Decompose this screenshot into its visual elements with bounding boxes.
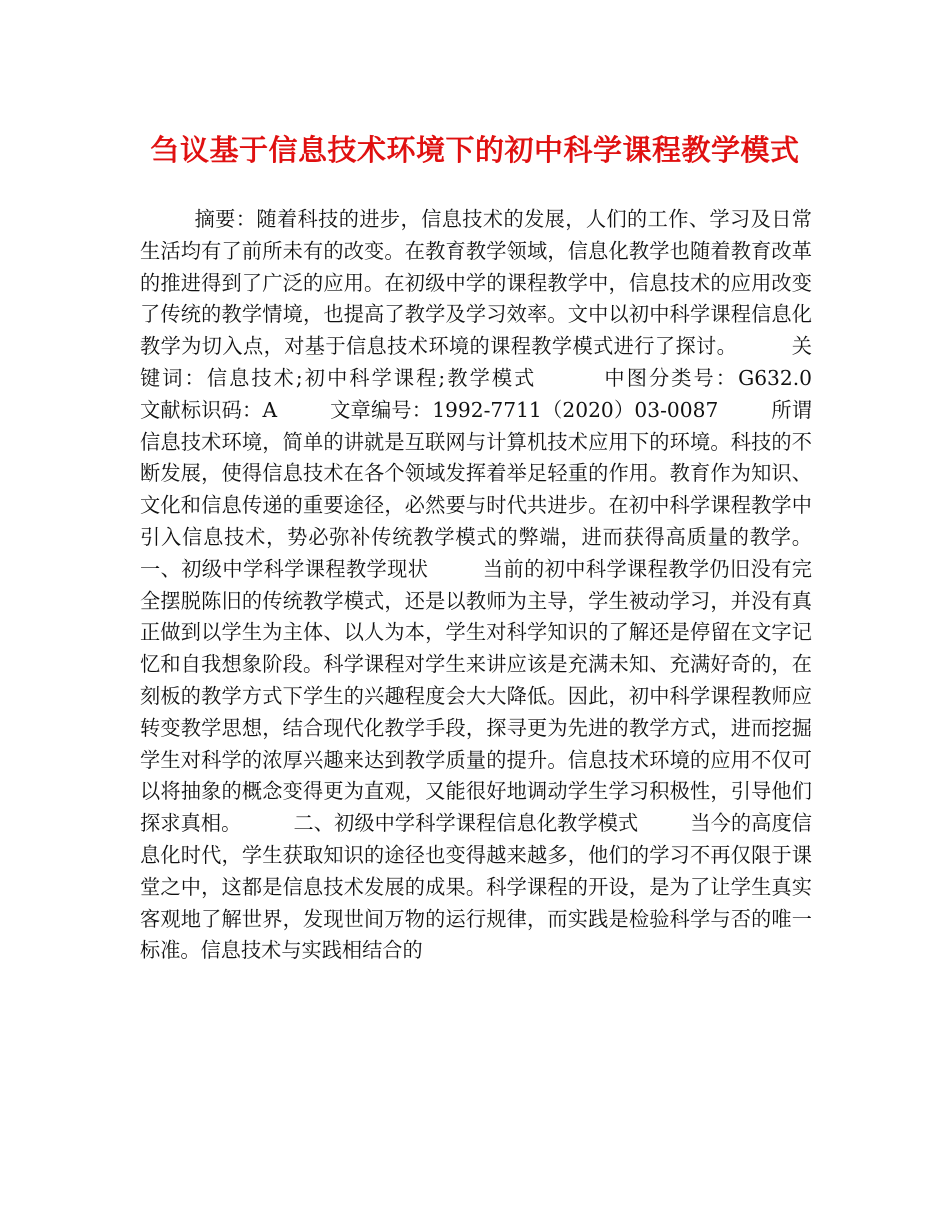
document-title: 刍议基于信息技术环境下的初中科学课程教学模式 — [150, 133, 800, 167]
document-body: 摘要：随着科技的进步，信息技术的发展，人们的工作、学习及日常生活均有了前所未有的改变。在教育教学领域，信息化教学也随着教育改革的推进得到了广泛的应用。在初级中学的课程教学中，信息技术的应用改变了传统的教学情境，也提高了教学及学习效率。文中以初中科学课程信息化教学为切入点，对基于信息技术环境的课程教学模式进行了探讨。 关键词：信息技术;初中科学课程;教学模式 中图分类号：G632.0 文献标识码：A 文章编号：1992-7711（2020）03-0087 所谓信息技术环境，简单的讲就是互联网与计算机技术应用下的环境。科技的不断发展，使得信息技术在各个领域发挥着举足轻重的作用。教育作为知识、文化和信息传递的重要途径，必然要与时代共进步。在初中科学课程教学中引入信息技术，势必弥补传统教学模式的弊端，进而获得高质量的教学。 一、初级中学科学课程教学现状 当前的初中科学课程教学仍旧没有完全摆脱陈旧的传统教学模式，还是以教师为主导，学生被动学习，并没有真正做到以学生为主体、以人为本，学生对科学知识的了解还是停留在文字记忆和自我想象阶段。科学课程对学生来讲应该是充满未知、充满好奇的，在刻板的教学方式下学生的兴趣程度会大大降低。因此，初中科学课程教师应转变教学思想，结合现代化教学手段，探寻更为先进的教学方式，进而挖掘学生对科学的浓厚兴趣来达到教学质量的提升。信息技术环境的应用不仅可以将抽象的概念变得更为直观，又能很好地调动学生学习积极性，引导他们探求真相。 二、初级中学科学课程信息化教学模式 当今的高度信息化时代，学生获取知识的途径也变得越来越多，他们的学习不再仅限于课堂之中，这都是信息技术发展的成果。科学课程的开设，是为了让学生真实客观地了解世界，发现世间万物的运行规律，而实践是检验科学与否的唯一标准。信息技术与实践相结合的 — [140, 207, 864, 963]
